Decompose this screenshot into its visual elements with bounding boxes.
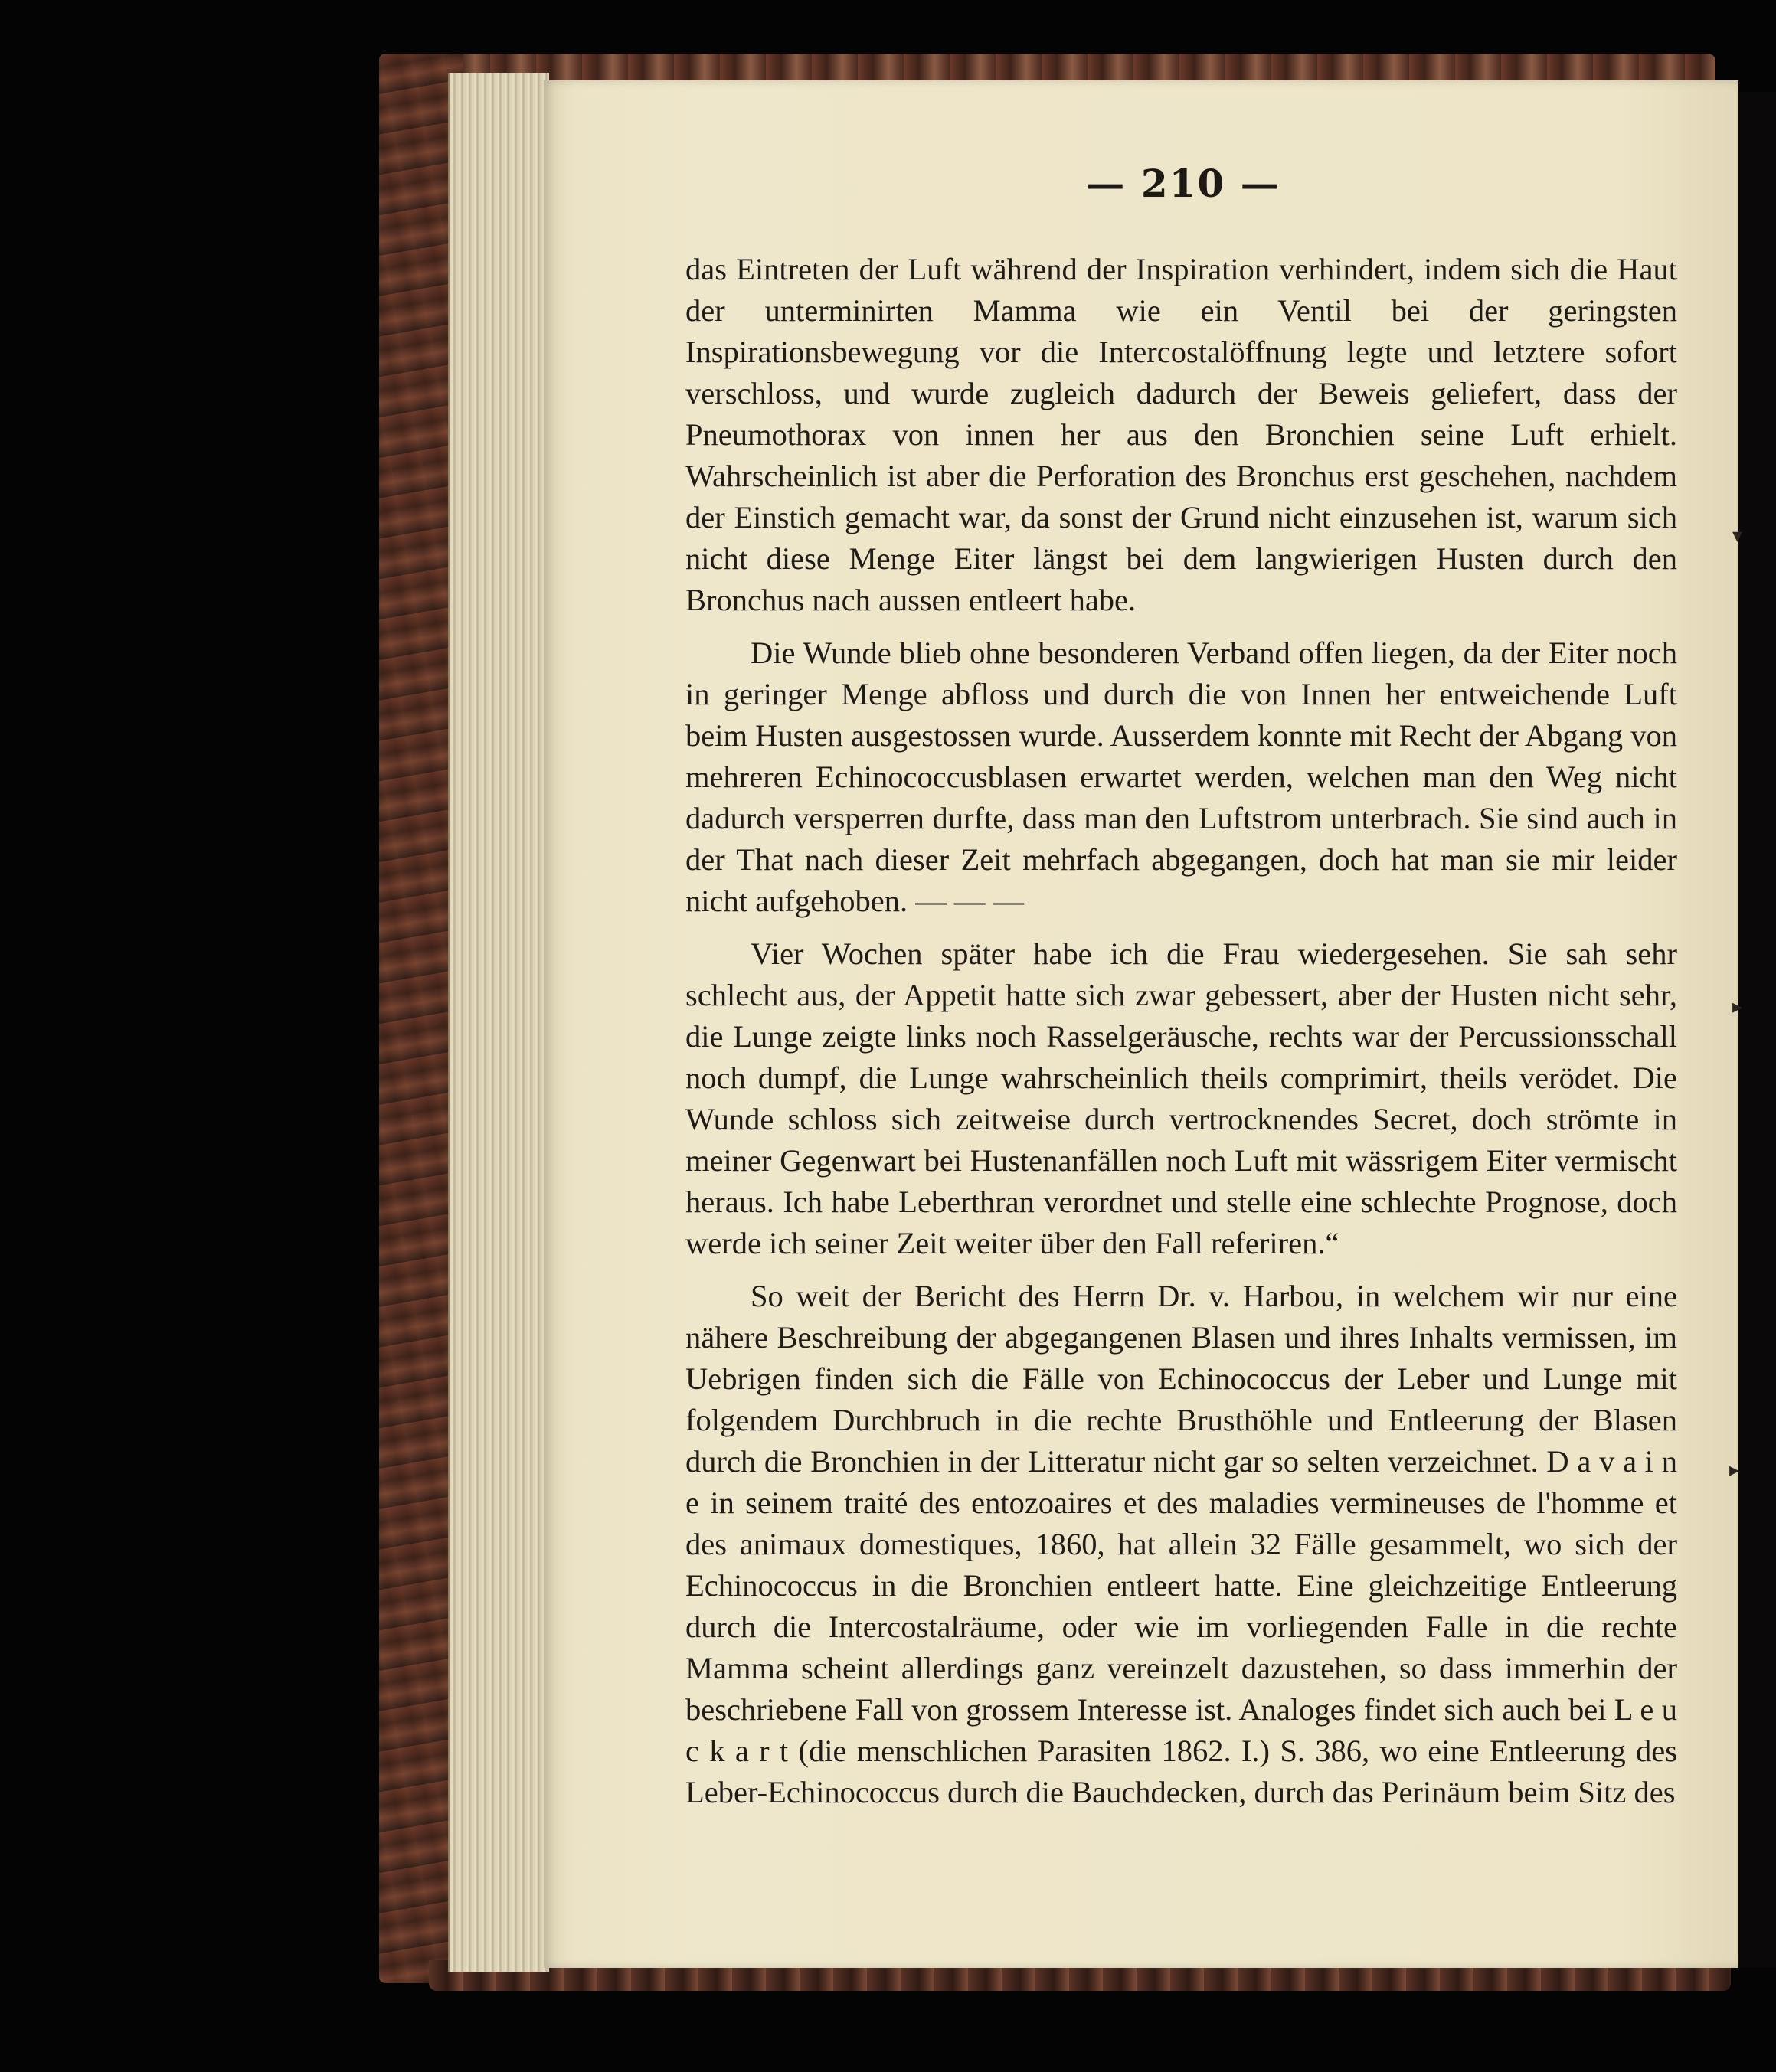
book-cover-top-edge bbox=[398, 54, 1715, 84]
paragraph: So weit der Bericht des Herrn Dr. v. Harbou, in welchem wir nur eine nähere Beschreibung der abgegangenen Blasen und ihres Inhalts vermissen, im Uebrigen finden sich die Fälle von Echinococcus der Leber und Lunge mit folgendem Durchbruch in die rechte Brusthöhle und Entleerung der Blasen durch die Bronchien in der Litteratur nicht gar so selten verzeichnet. D a v a i n e in seinem traité des entozoaires et des maladies vermineuses de l'homme et des animaux domestiques, 1860, hat allein 32 Fälle gesammelt, wo sich der Echinococcus in die Bronchien entleert hatte. Eine gleichzeitige Entleerung durch die Intercostalräume, oder wie im vorliegenden Falle in die rechte Mamma scheint allerdings ganz vereinzelt dazustehen, so dass immerhin der beschriebene Fall von grossem Interesse ist. Analoges findet sich auch bei L e u c k a r t (die menschlichen Parasiten 1862. I.) S. 386, wo eine Entleerung des Leber-Echinococcus durch die Bauchdecken, durch das Perinäum beim Sitz des bbox=[685, 1279, 1677, 1809]
margin-mark-icon: ▸ bbox=[1729, 1459, 1740, 1482]
page-text-block bbox=[685, 249, 1677, 1825]
paragraph: Die Wunde blieb ohne besonderen Verband offen liegen, da der Eiter noch in geringer Menge abfloss und durch die von Innen her entweichende Luft beim Husten ausgestossen wurde. Ausserdem konnte mit Recht der Abgang von mehreren Echinococcusblasen erwartet werden, welchen man den Weg nicht dadurch versperren durfte, dass man den Luftstrom unterbrach. Sie sind auch in der That nach dieser Zeit mehrfach abgegangen, doch hat man sie mir leider nicht aufgehoben. — — — bbox=[685, 636, 1677, 918]
paragraph: Vier Wochen später habe ich die Frau wiedergesehen. Sie sah sehr schlecht aus, der Appetit hatte sich zwar gebessert, aber der Husten nicht sehr, die Lunge zeigte links noch Rasselgeräusche, rechts war der Percussionsschall noch dumpf, die Lunge wahrscheinlich theils comprimirt, theils verödet. Die Wunde schloss sich zeitweise durch vertrocknendes Secret, doch strömte in meiner Gegenwart bei Hustenanfällen noch Luft mit wässrigem Eiter vermischt heraus. Ich habe Leberthran verordnet und stelle eine schlechte Prognose, doch werde ich seiner Zeit weiter über den Fall referiren.“ bbox=[685, 936, 1677, 1260]
page-number: — 210 — bbox=[1086, 161, 1280, 206]
margin-mark-icon: ▸ bbox=[1732, 995, 1743, 1018]
background-strip bbox=[1738, 92, 1776, 1968]
paragraph: das Eintreten der Luft während der Inspiration verhindert, indem sich die Haut der unterminirten Mamma wie ein Ventil bei der geringsten Inspirationsbewegung vor die Intercostalöffnung legte und letztere sofort verschloss, und wurde zugleich dadurch der Beweis geliefert, dass der Pneumothorax von innen her aus den Bronchien seine Luft erhielt. Wahrscheinlich ist aber die Perforation des Bronchus erst geschehen, nachdem der Einstich gemacht war, da sonst der Grund nicht einzusehen ist, warum sich nicht diese Menge Eiter längst bei dem langwierigen Husten durch den Bronchus nach aussen entleert habe. bbox=[685, 252, 1677, 617]
margin-mark-icon: ▾ bbox=[1732, 525, 1743, 547]
page-stack-edges bbox=[448, 73, 549, 1972]
